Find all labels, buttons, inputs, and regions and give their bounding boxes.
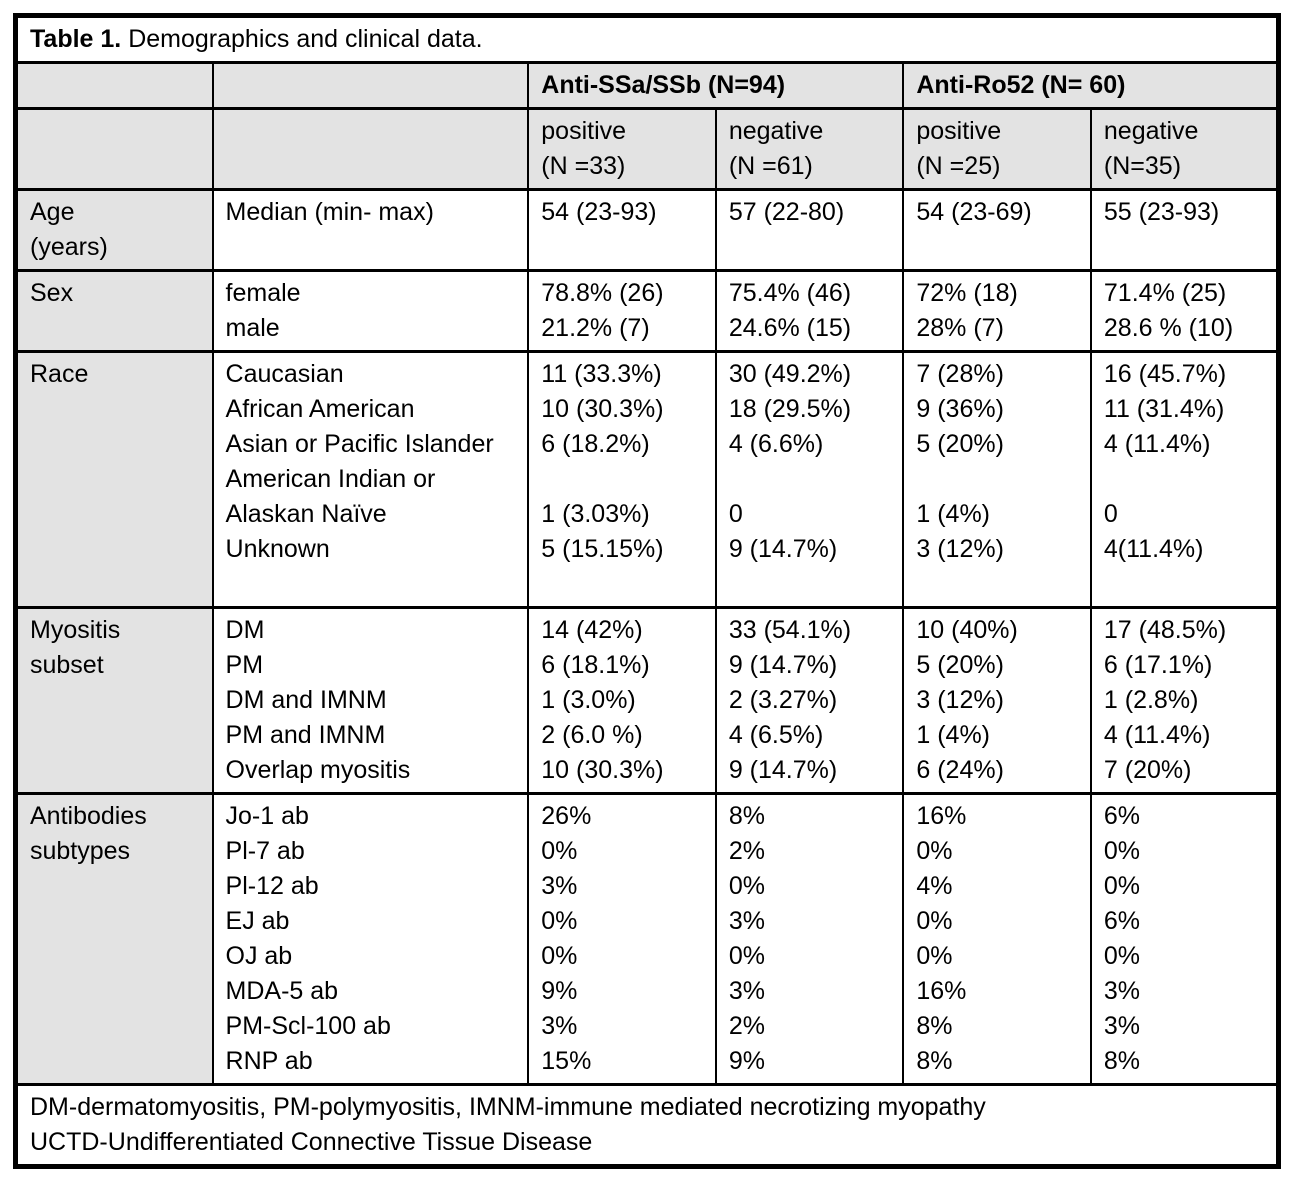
column-header-ro52-negative: negative (N=35) [1091, 109, 1279, 190]
section-row-antibodies-subtypes [16, 794, 1279, 1085]
section-row-myositis-subset [16, 608, 1279, 794]
row-group-label-myositis-subset: Myositis subset [16, 608, 213, 794]
column-group-anti-ssa-ssb: Anti-SSa/SSb (N=94) [528, 63, 903, 109]
value-cell: 14 (42%) 6 (18.1%) 1 (3.0%) 2 (6.0 %) 10 (30.3%) [528, 608, 716, 794]
column-header-ro52-positive: positive (N =25) [903, 109, 1091, 190]
empty-header-cell [213, 63, 529, 109]
value-cell: 54 (23-93) [528, 190, 716, 271]
row-group-label-antibodies-subtypes: Antibodies subtypes [16, 794, 213, 1085]
row-group-label-age: Age (years) [16, 190, 213, 271]
table-title-cell [16, 16, 1279, 63]
column-header-ssa-positive: positive (N =33) [528, 109, 716, 190]
row-label-cell: female male [213, 271, 529, 352]
row-label-cell: DM PM DM and IMNM PM and IMNM Overlap myositis [213, 608, 529, 794]
value-cell: 71.4% (25) 28.6 % (10) [1091, 271, 1279, 352]
section-row-race [16, 352, 1279, 608]
table-number: Table 1. [30, 25, 122, 53]
row-label-cell: Caucasian African American Asian or Pacific Islander American Indian or Alaskan Naïve Unknown [213, 352, 529, 608]
table-title-row [16, 16, 1279, 63]
group-header-row [16, 63, 1279, 109]
empty-header-cell [16, 109, 213, 190]
column-header-ssa-negative: negative (N =61) [716, 109, 904, 190]
row-label-cell: Median (min- max) [213, 190, 529, 271]
value-cell: 33 (54.1%) 9 (14.7%) 2 (3.27%) 4 (6.5%) 9 (14.7%) [716, 608, 904, 794]
value-cell: 30 (49.2%) 18 (29.5%) 4 (6.6%) 0 9 (14.7%) [716, 352, 904, 608]
value-cell: 6% 0% 0% 6% 0% 3% 3% 8% [1091, 794, 1279, 1085]
value-cell: 72% (18) 28% (7) [903, 271, 1091, 352]
demographics-table [13, 13, 1281, 1169]
value-cell: 78.8% (26) 21.2% (7) [528, 271, 716, 352]
value-cell: 7 (28%) 9 (36%) 5 (20%) 1 (4%) 3 (12%) [903, 352, 1091, 608]
row-label-cell: Jo-1 ab Pl-7 ab Pl-12 ab EJ ab OJ ab MDA-5 ab PM-Scl-100 ab RNP ab [213, 794, 529, 1085]
table-title [30, 22, 1264, 57]
table-caption: Demographics and clinical data. [121, 25, 483, 53]
footnote-row [16, 1085, 1279, 1167]
footnote-abbreviations-2: UCTD-Undifferentiated Connective Tissue Disease [30, 1128, 593, 1156]
value-cell: 54 (23-69) [903, 190, 1091, 271]
value-cell: 16 (45.7%) 11 (31.4%) 4 (11.4%) 0 4(11.4%) [1091, 352, 1279, 608]
column-group-anti-ro52: Anti-Ro52 (N= 60) [903, 63, 1278, 109]
value-cell: 11 (33.3%) 10 (30.3%) 6 (18.2%) 1 (3.03%) 5 (15.15%) [528, 352, 716, 608]
value-cell: 75.4% (46) 24.6% (15) [716, 271, 904, 352]
section-row-sex [16, 271, 1279, 352]
row-group-label-race: Race [16, 352, 213, 608]
empty-header-cell [213, 109, 529, 190]
footnote-cell [16, 1085, 1279, 1167]
value-cell: 10 (40%) 5 (20%) 3 (12%) 1 (4%) 6 (24%) [903, 608, 1091, 794]
value-cell: 55 (23-93) [1091, 190, 1279, 271]
value-cell: 16% 0% 4% 0% 0% 16% 8% 8% [903, 794, 1091, 1085]
empty-header-cell [16, 63, 213, 109]
footnote-abbreviations-1: DM-dermatomyositis, PM-polymyositis, IMNM-immune mediated necrotizing myopathy [30, 1093, 986, 1121]
row-group-label-sex: Sex [16, 271, 213, 352]
section-row-age [16, 190, 1279, 271]
value-cell: 26% 0% 3% 0% 0% 9% 3% 15% [528, 794, 716, 1085]
value-cell: 17 (48.5%) 6 (17.1%) 1 (2.8%) 4 (11.4%) 7 (20%) [1091, 608, 1279, 794]
value-cell: 8% 2% 0% 3% 0% 3% 2% 9% [716, 794, 904, 1085]
value-cell: 57 (22-80) [716, 190, 904, 271]
sub-header-row [16, 109, 1279, 190]
